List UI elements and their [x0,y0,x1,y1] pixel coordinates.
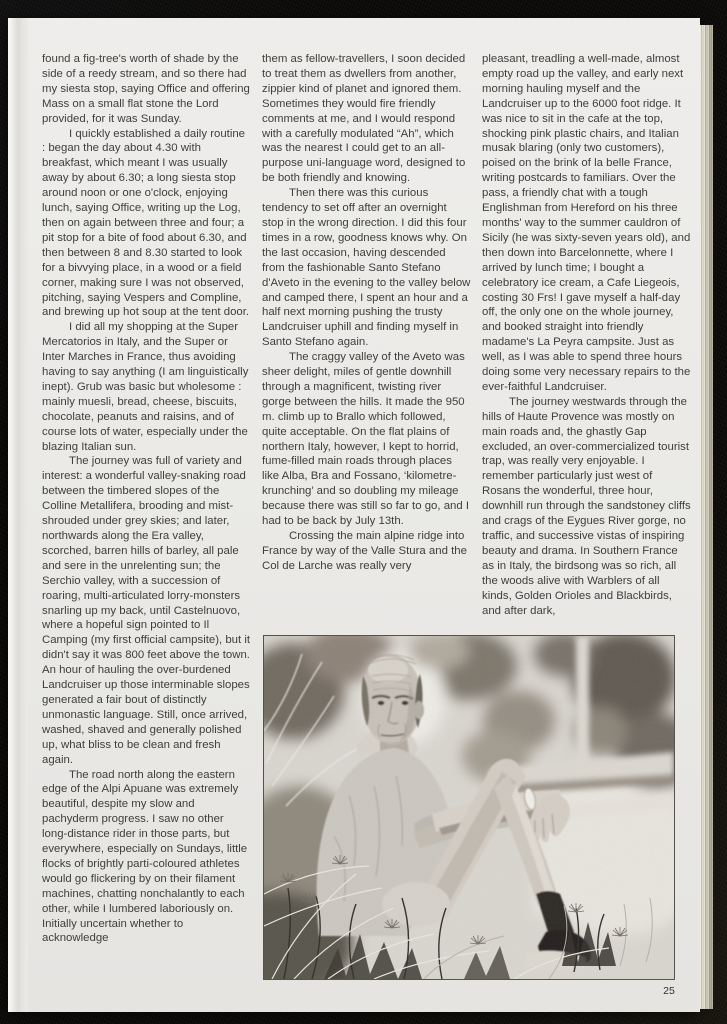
magazine-page [8,18,700,1012]
page-left-edge [8,18,28,1012]
text-column-2 [262,52,471,630]
page-stack-edge [700,25,713,1009]
paragraph: found a fig-tree's worth of shade by the side of a reedy stream, and so there had my siesta stop, saying Office and offering Mass on a small flat stone the Lord provided, for it was Sunday. [42,53,250,125]
paragraph: The journey westwards through the hills of Haute Provence was mostly on main roads and, the ghastly Gap excluded, an over-commercialized tourist trap, was really very enjoyable. I remember particularly just west of Rosans the wonderful, three hour, downhill run through the sandstoney cliffs and crags of the Eygues River gorge, no traffic, and successive vistas of inspiring beauty and drama. In Southern France as in Italy, the birdsong was so rich, all the woods alive with Warblers of all kinds, Golden Orioles and Blackbirds, and after dark, [482,395,691,617]
photo-illustration [264,636,674,979]
paragraph: pleasant, treadling a well-made, almost empty road up the valley, and early next morning hauling myself and the Landcruiser up to the 6000 foot ridge. It was nice to sit in the cafe at the top, shocking pink plastic chairs, and Italian musak blaring (only two customers), poised on the brink of la belle France, writing postcards to familiars. Over the pass, a friendly chat with a tough Englishman from Hereford on his three months' way to the summer cauldron of Sicily (he was sixty-seven years old), and then down into Barcelonnette, where I arrived by lunch time; I bought a celebratory ice cream, a Cafe Liegeois, costing 30 Frs! I gave myself a half-day off, the only one on the whole journey, and booked straight into friendly madame's La Peyra campsite. Just as well, as I was able to spend three hours doing some very necessary repairs to the ever-faithful Landcruiser. [482,53,691,393]
text-column-3 [482,52,691,630]
paragraph: The journey was full of variety and interest: a wonderful valley-snaking road between the timbered slopes of the Colline Metallifera, brooding and mist-shrouded under grey skies; and later, northwards along the Era valley, scorched, barren hills of barley, all pale and sere in the unrelenting sun; the Serchio valley, with a succession of roaring, multi-articulated lorry-monsters snarling up my back, until Castelnuovo, where a hopeful sign pointed to Il Camping (my first official campsite), but it didn't say it was 800 feet above the town. An hour of hauling the over-burdened Landcruiser up those interminable slopes generated a fair bout of distinctly unmonastic language. Still, once arrived, washed, shaved and generally polished up, what bliss to be clean and fresh again. [42,455,251,766]
paragraph: I quickly established a daily routine : began the day about 4.30 with breakfast, which meant I was usually away by about 6.30; a long siesta stop around noon or one o'clock, enjoying lunch, saying Office, writing up the Log, then on again between three and four; a pit stop for a bite of food about 6.30, and then between 8 and 8.30 started to look for a bivvying place, in a wood or a field corner, making sure I was not observed, pitching, saying Vespers and Compline, and brewing up hot soup at the tent door. [42,127,250,319]
page-number: 25 [663,985,675,997]
paragraph: Crossing the main alpine ridge into France by way of the Valle Stura and the Col de Larche was really very [262,530,467,572]
paragraph: I did all my shopping at the Super Mercatorios in Italy, and the Super or Inter Marches in France, thus avoiding having to say anything (I am linguistically inept). Grub was basic but wholesome : mainly muesli, bread, cheese, biscuits, chocolate, peanuts and raisins, and of course lots of water, especially under the blazing Italian sun. [42,321,249,453]
photo-man-sitting-in-grass [263,635,675,980]
paragraph: Then there was this curious tendency to set off after an overnight stop in the wrong direction. I did this four times in a row, goodness knows why. On the last occasion, having descended from the fashionable Santo Stefano d'Aveto in the evening to the valley below and camped there, I spent an hour and a half next morning pushing the trusty Landcruiser uphill and finding myself in Santo Stefano again. [262,187,471,349]
paragraph: The road north along the eastern edge of the Alpi Apuane was extremely beautiful, despite my slow and pachyderm progress. I saw no other long-distance rider in those parts, but everywhere, especially on Sundays, little flocks of brightly parti-coloured athletes would go flickering by on their filament machines, chatting nonchalantly to each other, while I lumbered laboriously on. Initially uncertain whether to acknowledge [42,768,248,945]
paragraph: them as fellow-travellers, I soon decided to treat them as dwellers from another, zippier kind of planet and ignored them. Sometimes they would fire friendly comments at me, and I would respond with a carefully modulated “Ah”, which was the nearest I could get to an all-purpose uni-language word, designed to be both friendly and knowing. [262,53,466,185]
text-column-1 [42,52,251,1000]
paragraph: The craggy valley of the Aveto was sheer delight, miles of gentle downhill through a magnificent, twisting river gorge between the hills. It made the 950 m. climb up to Brallo which followed, quite acceptable. On the flat plains of northern Italy, however, I kept to horrid, fume-filled main roads through places like Alba, Bra and Fossano, ‘kilometre-krunching’ and so doubling my mileage because there was still so far to go, and I had to be back by July 13th. [262,351,470,528]
